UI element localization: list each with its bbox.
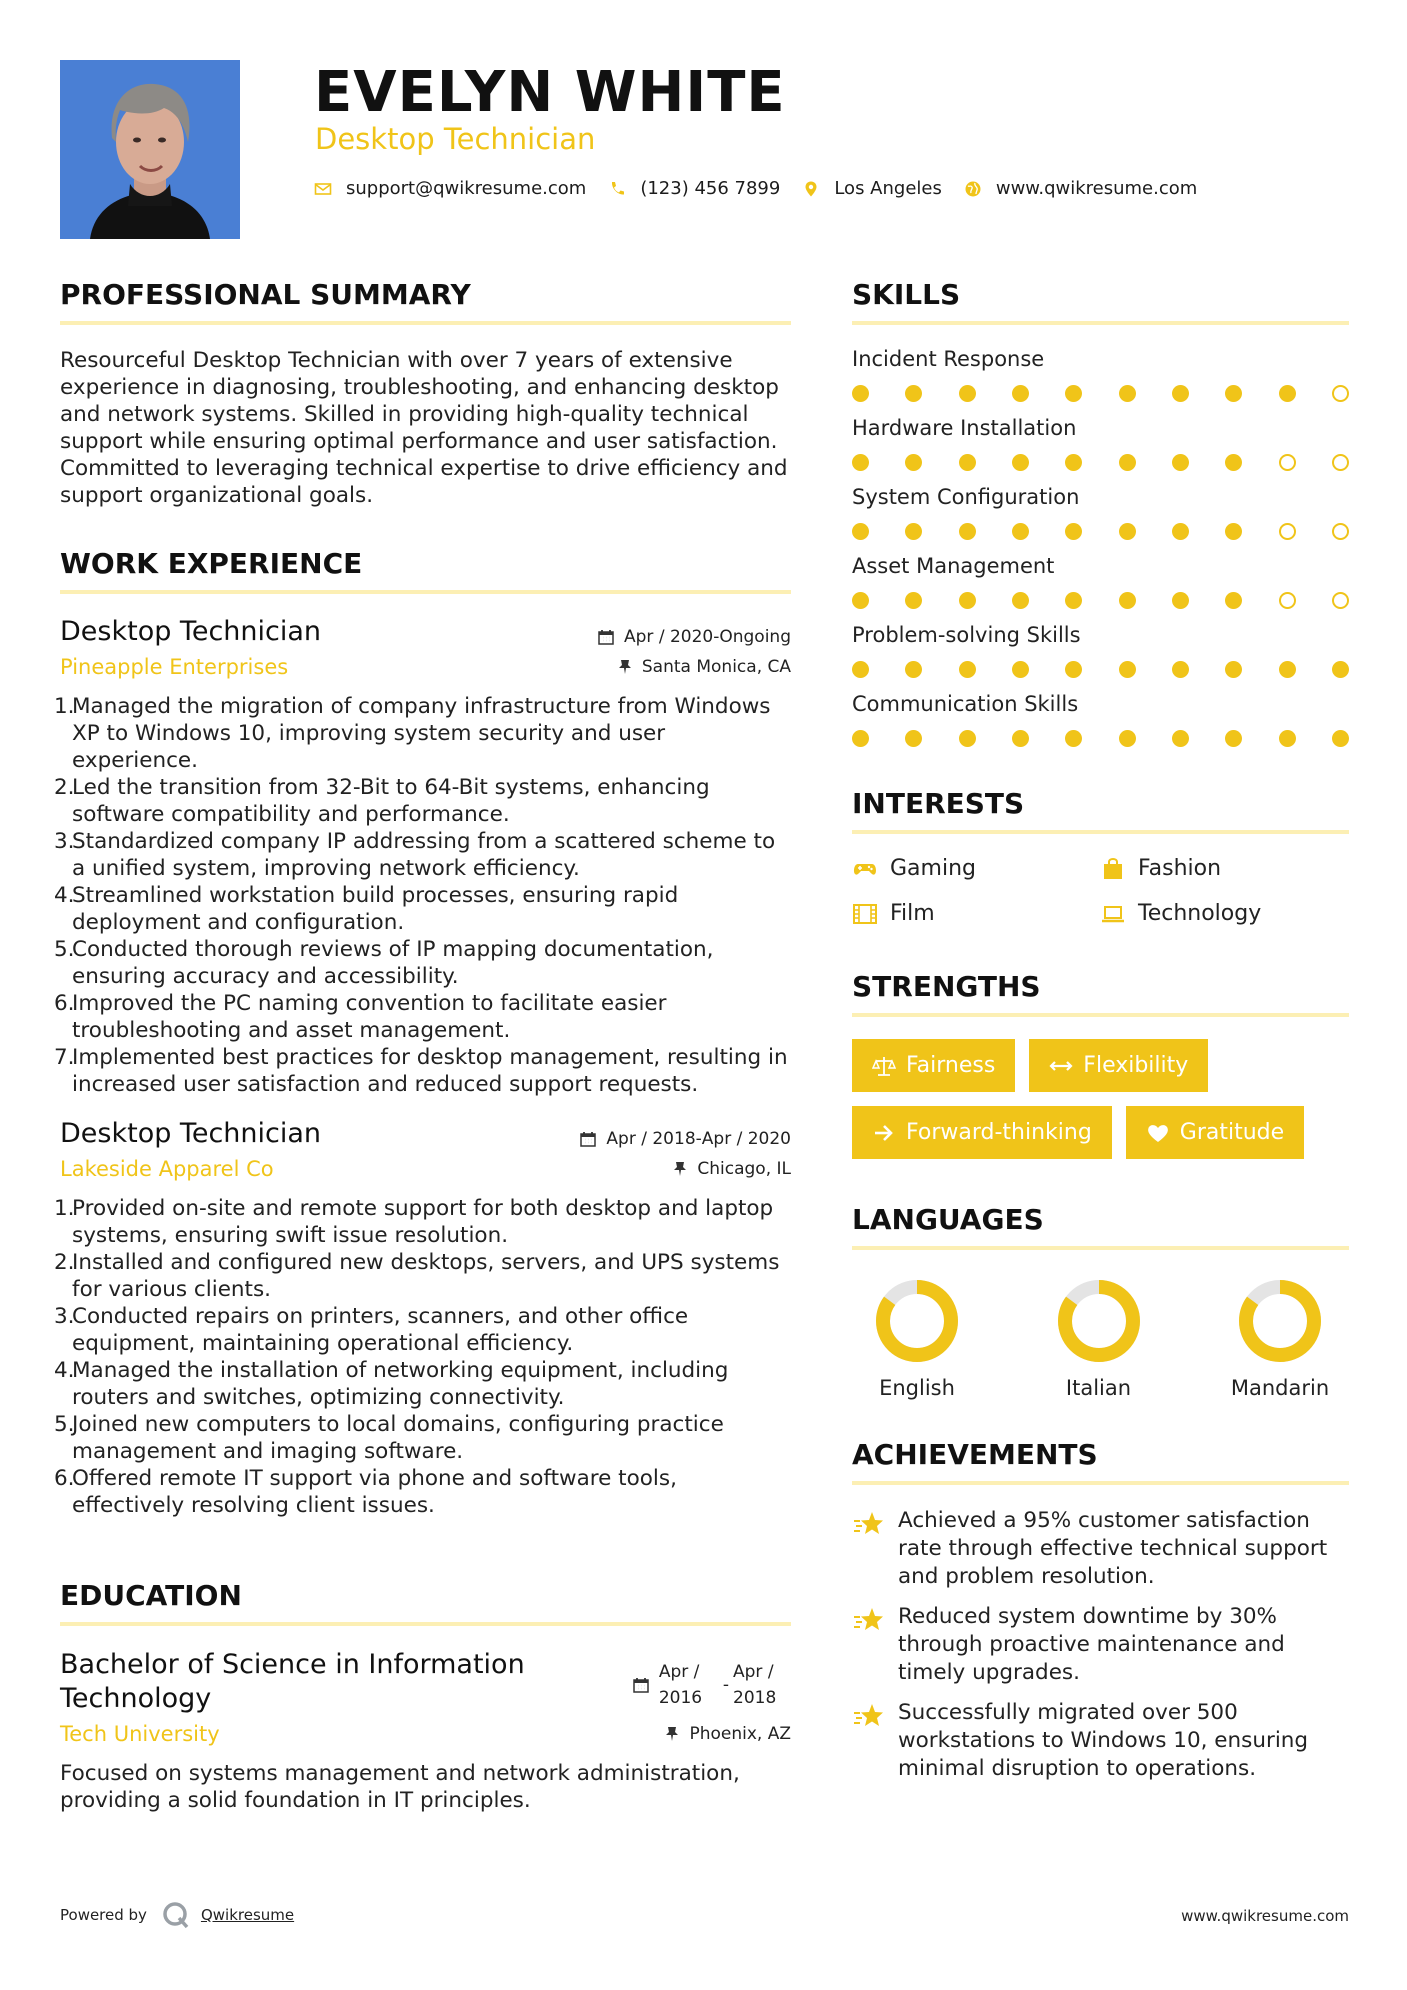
summary-text: Resourceful Desktop Technician with over 7 years of extensive experience in diagnosing, troubleshooting, and enhancing desktop and network systems. Skilled in providing high-quality technical support while ensuring optimal performance and user satisfaction. Committed to leveraging technical expertise to drive efficiency and support organizational goals. [60, 348, 788, 508]
interests-heading: INTERESTS [852, 787, 1349, 834]
footer-website[interactable]: www.qwikresume.com [1181, 1907, 1349, 1925]
star-icon [852, 1605, 886, 1635]
rating-dot-filled [1065, 454, 1082, 471]
star-icon [852, 1701, 886, 1731]
rating-dot-filled [905, 385, 922, 402]
rating-dot-filled [852, 661, 869, 678]
strength-chip [1126, 1106, 1304, 1159]
school-name: Tech University [60, 1722, 220, 1746]
contact-phone[interactable] [608, 178, 780, 199]
language-item [1225, 1272, 1335, 1400]
contact-email[interactable] [314, 178, 586, 199]
rating-dot-filled [1119, 385, 1136, 402]
end-year: 2018 [733, 1688, 777, 1708]
rating-dot-filled [959, 592, 976, 609]
achievement-text: Reduced system downtime by 30% through proactive maintenance and timely upgrades. [898, 1604, 1285, 1685]
rating-dot-filled [1012, 385, 1029, 402]
list-item: 4.Managed the installation of networking equipment, including routers and switches, optimizing connectivity. [54, 1358, 729, 1410]
rating-dot-filled [1012, 730, 1029, 747]
location-text: Los Angeles [834, 178, 942, 199]
rating-dot-filled [1119, 454, 1136, 471]
pushpin-icon [618, 659, 632, 675]
calendar-icon [598, 629, 614, 645]
experience-heading: WORK EXPERIENCE [60, 547, 791, 594]
rating-dot-filled [1065, 730, 1082, 747]
skill-rating [852, 661, 1349, 678]
rating-dot-filled [905, 454, 922, 471]
balance-scale-icon [872, 1055, 896, 1077]
rating-dot-filled [1065, 385, 1082, 402]
rating-dot-filled [1225, 661, 1242, 678]
footer-powered-by [60, 1900, 294, 1930]
strength-label: Flexibility [1083, 1053, 1189, 1078]
job-title: Desktop Technician [60, 1118, 322, 1149]
brand-link[interactable]: Qwikresume [200, 1906, 295, 1924]
list-item: 7.Implemented best practices for desktop management, resulting in increased user satisfaction and reduced support requests. [54, 1045, 788, 1097]
interest-item [1100, 901, 1349, 926]
rating-dot-filled [1332, 661, 1349, 678]
list-item: 5.Conducted thorough reviews of IP mapping documentation, ensuring accuracy and accessibility. [54, 937, 714, 989]
skill-rating [852, 454, 1349, 471]
interest-label: Film [890, 901, 935, 926]
rating-dot-filled [905, 523, 922, 540]
rating-dot-filled [1332, 730, 1349, 747]
skill-item [852, 347, 1349, 402]
rating-dot-empty [1332, 592, 1349, 609]
company-name: Pineapple Enterprises [60, 655, 289, 679]
website-text: www.qwikresume.com [995, 178, 1198, 199]
phone-text: (123) 456 7899 [640, 178, 781, 199]
date-separator: - [695, 1129, 702, 1149]
rating-dot-filled [1225, 523, 1242, 540]
rating-dot-filled [1172, 661, 1189, 678]
rating-dot-filled [852, 385, 869, 402]
language-proficiency-ring [1237, 1278, 1323, 1364]
interest-item [852, 856, 1100, 881]
rating-dot-filled [905, 592, 922, 609]
candidate-title: Desktop Technician [315, 122, 596, 156]
strength-chip [1029, 1039, 1208, 1092]
date-end: Apr / 2020 [701, 1129, 791, 1149]
list-item: 1.Provided on-site and remote support for both desktop and laptop systems, ensuring swift issue resolution. [54, 1196, 774, 1248]
left-column [54, 278, 791, 1852]
education-entry [60, 1648, 791, 1814]
summary-heading: PROFESSIONAL SUMMARY [60, 278, 791, 325]
list-item: 5.Joined new computers to local domains, configuring practice management and imaging software. [54, 1412, 724, 1464]
job-entry [54, 616, 791, 1098]
rating-dot-filled [1119, 730, 1136, 747]
heart-icon [1146, 1122, 1170, 1144]
skill-rating [852, 730, 1349, 747]
job-location [673, 1159, 791, 1179]
rating-dot-empty [1279, 454, 1296, 471]
rating-dot-filled [959, 730, 976, 747]
rating-dot-filled [852, 523, 869, 540]
strength-label: Forward-thinking [906, 1120, 1092, 1145]
rating-dot-filled [1012, 454, 1029, 471]
job-bullets [54, 1195, 791, 1519]
candidate-name: EVELYN WHITE [314, 60, 786, 125]
rating-dot-filled [959, 523, 976, 540]
map-pin-icon [802, 180, 820, 198]
skill-item [852, 623, 1349, 678]
end-month: Apr / [733, 1662, 774, 1682]
rating-dot-filled [905, 661, 922, 678]
school-location [665, 1724, 791, 1744]
education-heading: EDUCATION [60, 1579, 791, 1626]
rating-dot-filled [852, 592, 869, 609]
achievement-item [852, 1507, 1349, 1591]
rating-dot-filled [959, 454, 976, 471]
skill-rating [852, 592, 1349, 609]
skill-name: Problem-solving Skills [852, 623, 1081, 647]
skill-item [852, 554, 1349, 609]
globe-icon [964, 180, 982, 198]
contact-location [802, 178, 942, 199]
skill-name: Incident Response [852, 347, 1045, 371]
rating-dot-filled [1119, 661, 1136, 678]
rating-dot-filled [1012, 523, 1029, 540]
rating-dot-filled [1012, 592, 1029, 609]
rating-dot-empty [1332, 523, 1349, 540]
rating-dot-filled [1172, 592, 1189, 609]
list-item: 3.Conducted repairs on printers, scanners, and other office equipment, maintaining operational efficiency. [54, 1304, 689, 1356]
rating-dot-filled [1172, 730, 1189, 747]
strengths-list [852, 1039, 1349, 1159]
rating-dot-filled [905, 730, 922, 747]
arrows-horizontal-icon [1049, 1055, 1073, 1077]
phone-icon [608, 180, 626, 198]
skill-name: Communication Skills [852, 692, 1079, 716]
skill-name: Asset Management [852, 554, 1055, 578]
rating-dot-filled [852, 454, 869, 471]
rating-dot-filled [959, 385, 976, 402]
list-item: 3.Standardized company IP addressing from a scattered scheme to a unified system, improving network efficiency. [54, 829, 776, 881]
right-column [852, 278, 1349, 1795]
job-title: Desktop Technician [60, 616, 322, 647]
film-icon [852, 903, 878, 925]
rating-dot-filled [1065, 592, 1082, 609]
skills-list [852, 347, 1349, 747]
powered-by-label: Powered by [60, 1906, 147, 1924]
calendar-icon [580, 1131, 596, 1147]
start-month: Apr / [658, 1662, 700, 1682]
interest-label: Technology [1138, 901, 1262, 926]
start-year: 2016 [658, 1688, 703, 1708]
pushpin-icon [665, 1726, 679, 1742]
achievement-item [852, 1603, 1349, 1687]
rating-dot-filled [1119, 523, 1136, 540]
job-bullets [54, 693, 791, 1098]
rating-dot-filled [1065, 661, 1082, 678]
date-end: Ongoing [719, 627, 791, 647]
rating-dot-filled [1012, 661, 1029, 678]
skill-name: System Configuration [852, 485, 1080, 509]
rating-dot-empty [1332, 385, 1349, 402]
skill-item [852, 692, 1349, 747]
language-item [1044, 1272, 1154, 1400]
rating-dot-filled [852, 730, 869, 747]
pushpin-icon [673, 1161, 687, 1177]
envelope-icon [314, 180, 332, 198]
list-item: 1.Managed the migration of company infrastructure from Windows XP to Windows 10, improving system security and user experience. [54, 694, 771, 773]
job-location-text: Santa Monica, CA [641, 657, 791, 677]
achievement-text: Achieved a 95% customer satisfaction rate through effective technical support and problem resolution. [898, 1508, 1328, 1589]
achievement-item [852, 1699, 1349, 1783]
job-date [598, 627, 791, 647]
rating-dot-empty [1279, 523, 1296, 540]
skill-item [852, 485, 1349, 540]
strength-chip [852, 1039, 1015, 1092]
language-name: Mandarin [1230, 1376, 1330, 1400]
list-item: 6.Offered remote IT support via phone and software tools, effectively resolving client issues. [54, 1466, 677, 1518]
languages-heading: LANGUAGES [852, 1203, 1349, 1250]
list-item: 4.Streamlined workstation build processes, ensuring rapid deployment and configuration. [54, 883, 679, 935]
rating-dot-filled [1279, 385, 1296, 402]
laptop-icon [1100, 903, 1126, 925]
interest-item [1100, 856, 1349, 881]
date-start: Apr / 2018 [606, 1129, 696, 1149]
skill-item [852, 416, 1349, 471]
achievements-list [852, 1507, 1349, 1783]
skill-name: Hardware Installation [852, 416, 1077, 440]
star-icon [852, 1509, 886, 1539]
contact-bar [314, 178, 1219, 199]
language-proficiency-ring [874, 1278, 960, 1364]
rating-dot-filled [1225, 592, 1242, 609]
portrait-image [60, 60, 240, 239]
interests-grid [852, 856, 1349, 926]
rating-dot-filled [1119, 592, 1136, 609]
school-location-text: Phoenix, AZ [689, 1724, 791, 1744]
rating-dot-filled [1172, 523, 1189, 540]
job-location [618, 657, 791, 677]
job-entry [54, 1118, 791, 1519]
interest-label: Gaming [890, 856, 976, 881]
qwikresume-logo-icon [161, 1900, 191, 1930]
job-location-text: Chicago, IL [697, 1159, 791, 1179]
rating-dot-filled [1065, 523, 1082, 540]
email-text: support@qwikresume.com [346, 178, 587, 199]
list-item: 2.Installed and configured new desktops, servers, and UPS systems for various clients. [54, 1250, 780, 1302]
rating-dot-empty [1279, 592, 1296, 609]
rating-dot-filled [959, 661, 976, 678]
interest-item [852, 901, 1100, 926]
strength-chip [852, 1106, 1112, 1159]
rating-dot-filled [1172, 454, 1189, 471]
job-date [580, 1129, 791, 1149]
list-item: 6.Improved the PC naming convention to facilitate easier troubleshooting and asset management. [54, 991, 667, 1043]
arrow-right-icon [872, 1122, 896, 1144]
bag-icon [1100, 858, 1126, 880]
skill-rating [852, 385, 1349, 402]
language-proficiency-ring [1056, 1278, 1142, 1364]
strength-label: Gratitude [1179, 1120, 1285, 1145]
calendar-icon [633, 1677, 649, 1693]
gamepad-icon [852, 858, 878, 880]
languages-list [852, 1272, 1349, 1400]
company-name: Lakeside Apparel Co [60, 1157, 274, 1181]
rating-dot-filled [1279, 730, 1296, 747]
contact-website[interactable] [964, 178, 1197, 199]
rating-dot-filled [1225, 385, 1242, 402]
strength-label: Fairness [906, 1053, 996, 1078]
skills-heading: SKILLS [852, 278, 1349, 325]
language-item [862, 1272, 972, 1400]
education-description: Focused on systems management and network administration, providing a solid foundation in IT principles. [60, 1761, 740, 1813]
strengths-heading: STRENGTHS [852, 970, 1349, 1017]
language-name: Italian [1065, 1376, 1132, 1400]
date-start: Apr / 2020 [624, 627, 714, 647]
rating-dot-filled [1172, 385, 1189, 402]
achievements-heading: ACHIEVEMENTS [852, 1438, 1349, 1485]
rating-dot-filled [1225, 454, 1242, 471]
achievement-text: Successfully migrated over 500 workstations to Windows 10, ensuring minimal disruption to operations. [898, 1700, 1309, 1781]
list-item: 2.Led the transition from 32-Bit to 64-Bit systems, enhancing software compatibility and performance. [54, 775, 710, 827]
date-separator: - [713, 627, 720, 647]
education-dates [633, 1654, 791, 1716]
rating-dot-empty [1332, 454, 1349, 471]
rating-dot-filled [1225, 730, 1242, 747]
date-separator: - [722, 1675, 729, 1695]
interest-label: Fashion [1138, 856, 1222, 881]
rating-dot-filled [1279, 661, 1296, 678]
degree-title: Bachelor of Science in Information Technology [60, 1649, 525, 1714]
language-name: English [879, 1376, 955, 1400]
skill-rating [852, 523, 1349, 540]
profile-photo [60, 60, 240, 239]
